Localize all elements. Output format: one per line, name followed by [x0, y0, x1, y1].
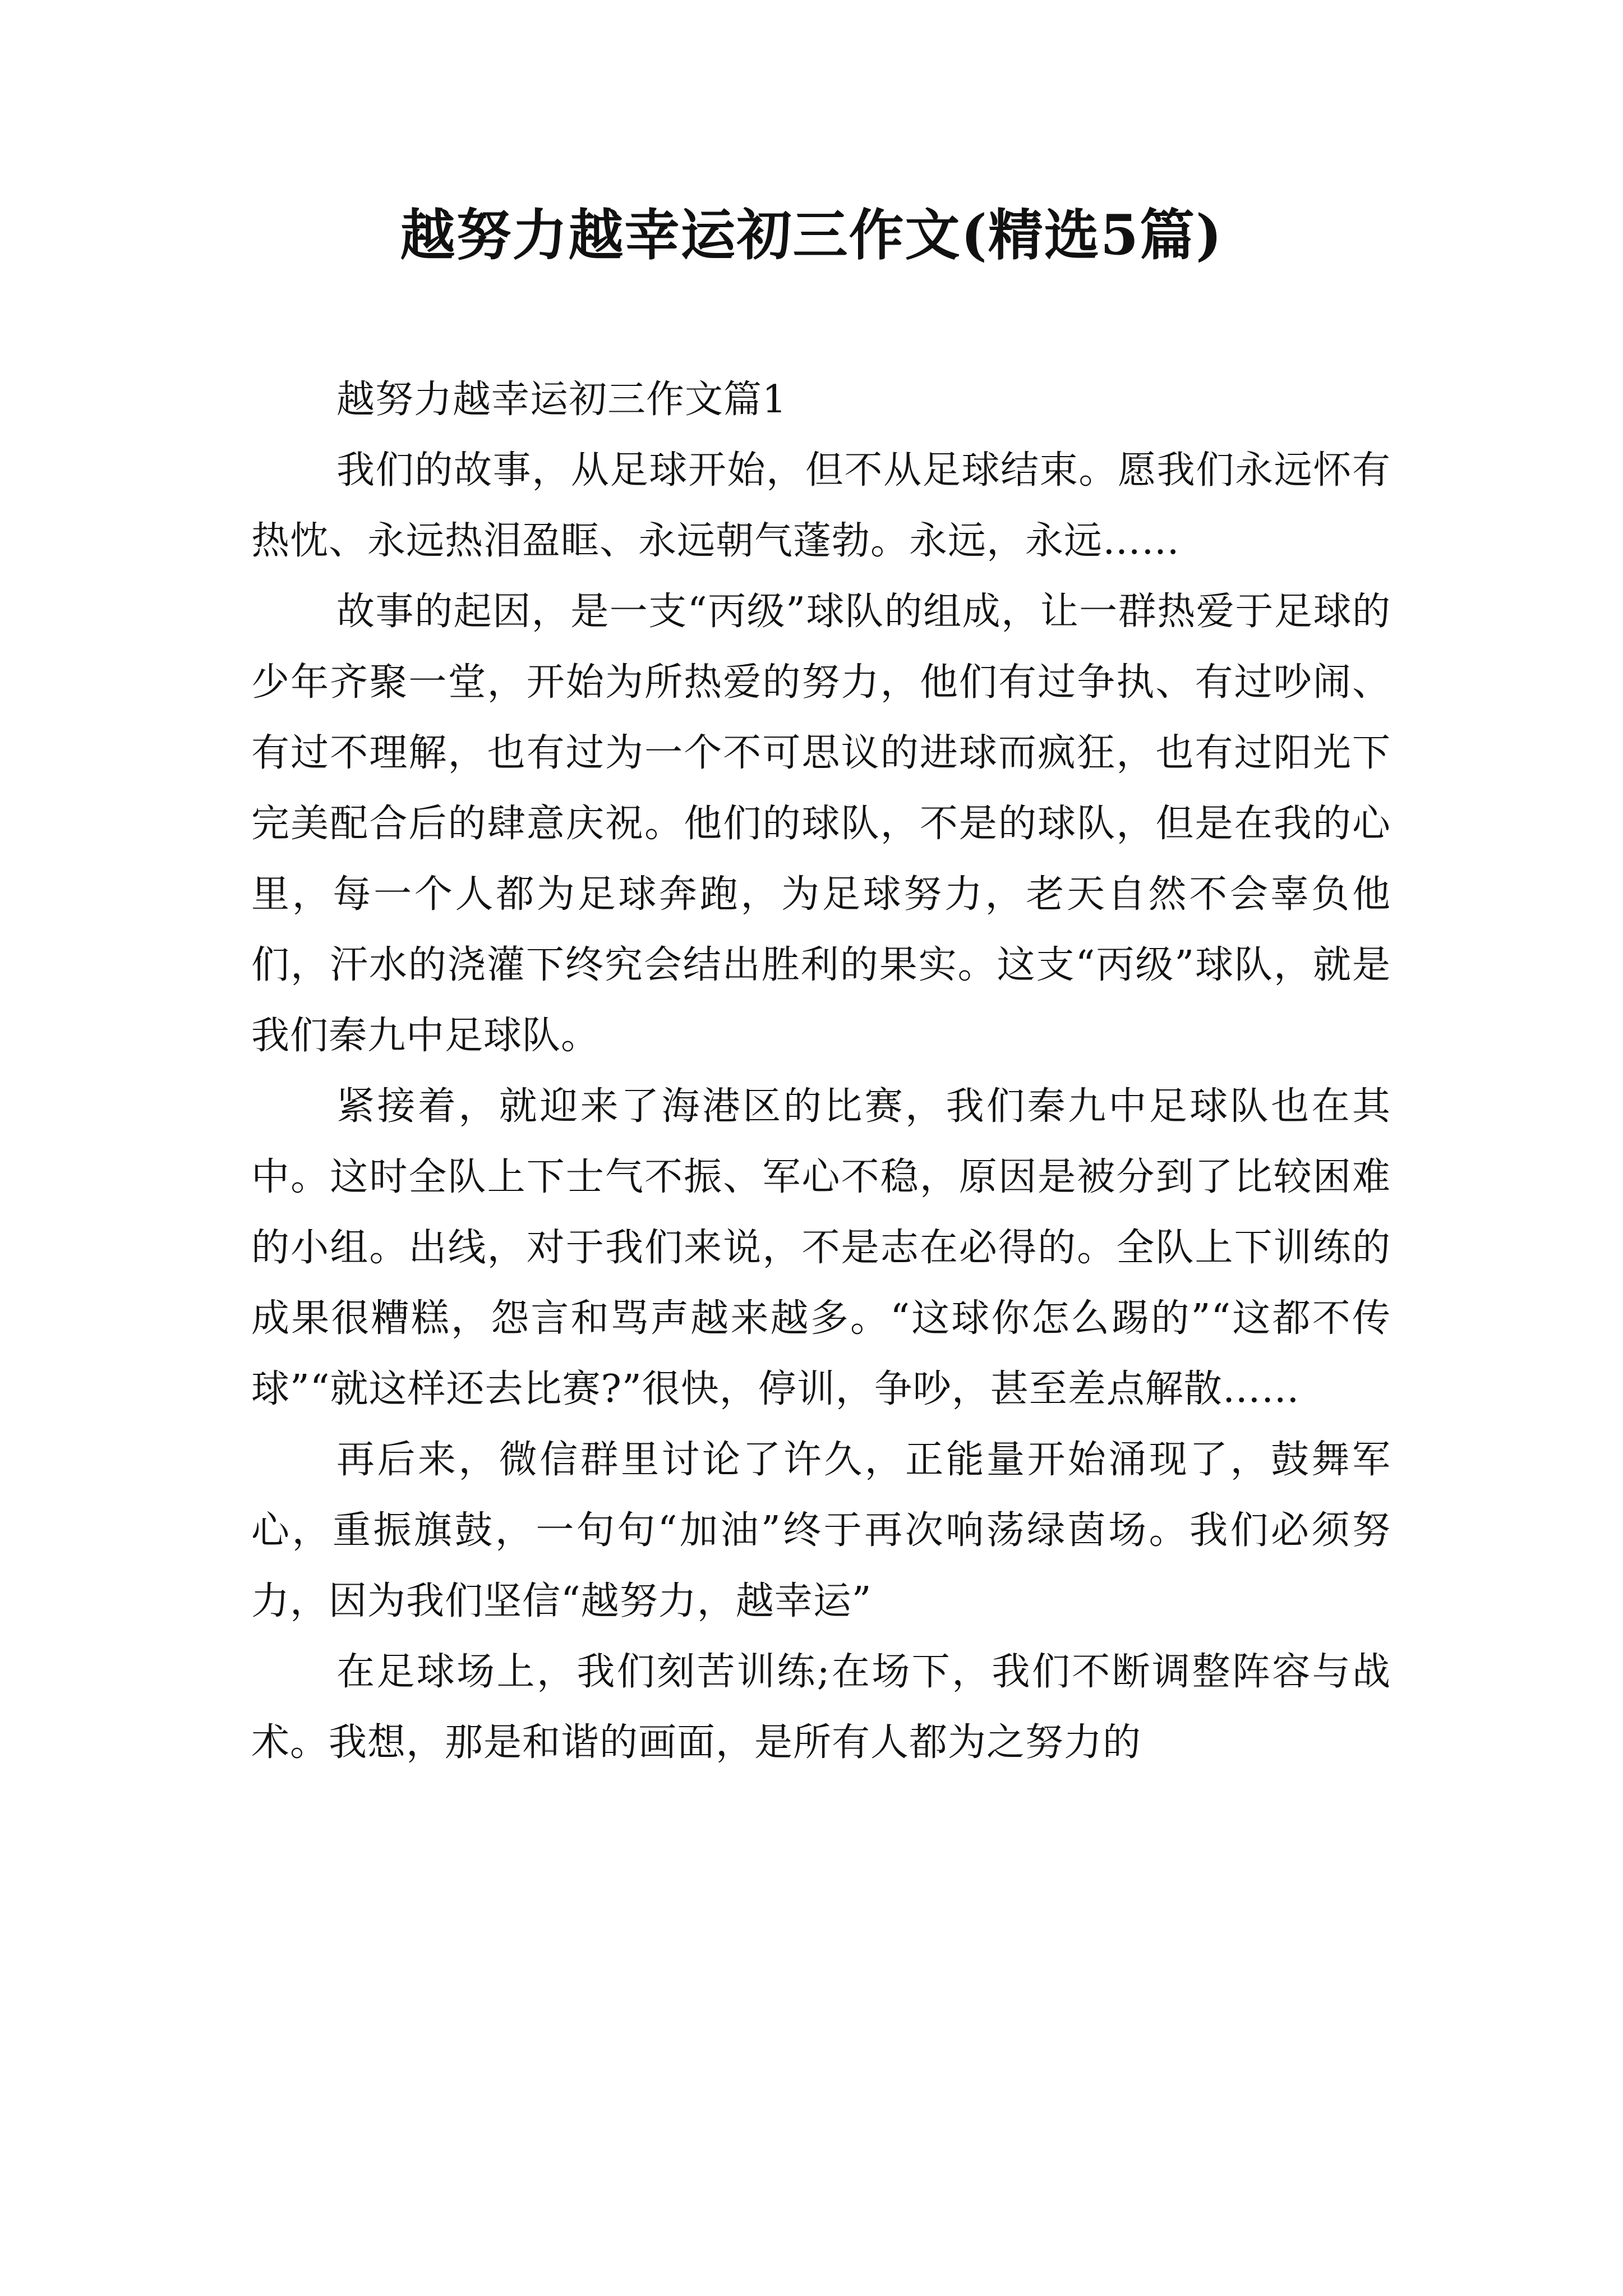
paragraph: 故事的起因，是一支“丙级”球队的组成，让一群热爱于足球的少年齐聚一堂，开始为所热爱的努力，他们有过争执、有过吵闹、有过不理解，也有过为一个不可思议的进球而疯狂，也有过阳光下完美配合后的肆意庆祝。他们的球队，不是的球队，但是在我的心里，每一个人都为足球奔跑，为足球努力，老天自然不会辜负他们，汗水的浇灌下终究会结出胜利的果实。这支“丙级”球队，就是我们秦九中足球队。 [251, 590, 1391, 1058]
section-heading: 越努力越幸运初三作文篇1 [336, 378, 787, 422]
document-title: 越努力越幸运初三作文(精选5篇) [400, 203, 1223, 268]
document-body [251, 365, 1391, 1778]
paragraph: 紧接着，就迎来了海港区的比赛，我们秦九中足球队也在其中。这时全队上下士气不振、军心不稳，原因是被分到了比较困难的小组。出线，对于我们来说，不是志在必得的。全队上下训练的成果很糟糕，怨言和骂声越来越多。“这球你怎么踢的”“这都不传球”“就这样还去比赛?”很快，停训，争吵，甚至差点解散…… [251, 1084, 1391, 1411]
paragraph: 再后来，微信群里讨论了许久，正能量开始涌现了，鼓舞军心，重振旗鼓，一句句“加油”终于再次响荡绿茵场。我们必须努力，因为我们坚信“越努力，越幸运” [251, 1438, 1391, 1623]
paragraph: 我们的故事，从足球开始，但不从足球结束。愿我们永远怀有热忱、永远热泪盈眶、永远朝气蓬勃。永远，永远…… [251, 448, 1391, 563]
paragraph: 在足球场上，我们刻苦训练;在场下，我们不断调整阵容与战术。我想，那是和谐的画面，是所有人都为之努力的 [251, 1650, 1391, 1765]
